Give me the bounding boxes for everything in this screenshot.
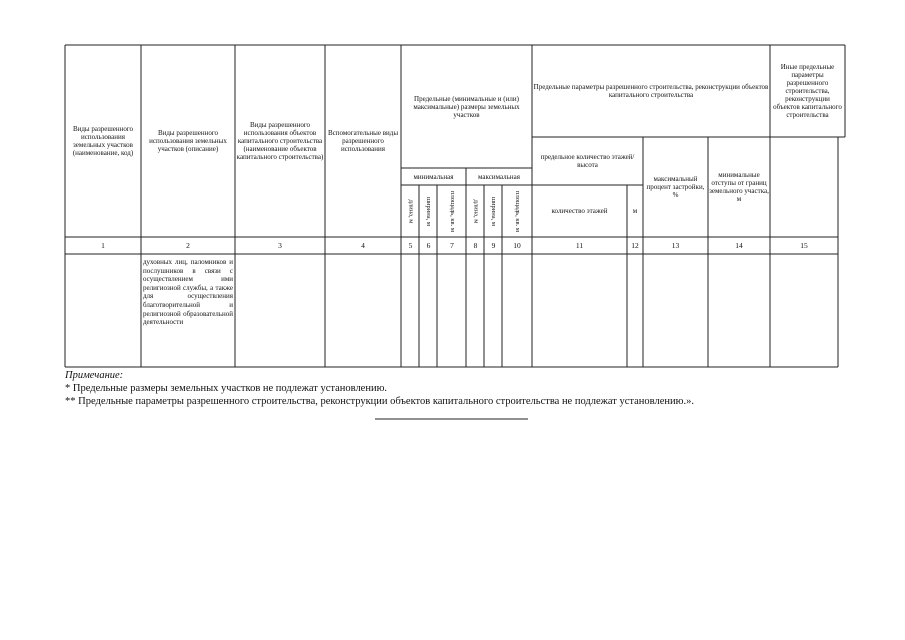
header-max-percent: максимальный процент застройки, % (646, 175, 705, 199)
col-number: 15 (800, 240, 808, 250)
col-number: 5 (408, 240, 413, 250)
header-floors-height: предельное количество этажей/высота (540, 153, 635, 169)
header-min-width: ширина, м (425, 196, 433, 226)
header-auxiliary-use: Вспомогательные виды разрешенного использования (327, 129, 399, 153)
col-number: 8 (473, 240, 478, 250)
header-min-setback: минимальные отступы от границ земельного участка, м (709, 171, 769, 203)
col-number: 10 (513, 240, 521, 250)
header-max-area: площадь, кв. м (513, 190, 521, 232)
col-number: 11 (575, 240, 584, 250)
header-meters: м (632, 207, 638, 215)
col-number: 1 (101, 240, 105, 250)
header-construction-limits: Предельные параметры разрешенного строительства, реконструкции объектов капитального строительства (533, 83, 769, 99)
header-min-area: площадь, кв. м (448, 190, 456, 232)
col-number: 7 (450, 240, 454, 250)
header-max-length: длина, м (472, 199, 480, 223)
notes-block (65, 369, 885, 408)
col-number: 9 (491, 240, 496, 250)
col-number: 3 (278, 240, 282, 250)
col-number: 13 (671, 240, 680, 250)
header-minimal: минимальная (413, 172, 454, 181)
header-land-use-code: Виды разрешенного использования земельных участков (наименование, код) (72, 125, 134, 157)
col-number: 4 (361, 240, 365, 250)
header-floors-count: количество этажей (551, 207, 608, 215)
note-line-2: ** Предельные параметры разрешенного строительства, реконструкции объектов капитального строительства не подлежат установлению.». (65, 396, 694, 407)
header-other-params: Иные предельные параметры разрешенного строительства, реконструкции объектов капитального строительства (773, 63, 842, 119)
col-number: 2 (186, 240, 190, 250)
header-plot-size-limits: Предельные (минимальные и (или) максимальные) размеры земельных участков (413, 94, 520, 119)
notes-title: Примечание: (65, 370, 124, 381)
col-number: 14 (735, 240, 743, 250)
header-land-use-description: Виды разрешенного использования земельных участков (описание) (149, 129, 227, 153)
row-description-cell: духовных лиц, паломников и послушников в связи с осуществлением ими религиозной службы, а также для осуществления благотворительной и религиозной образовательной деятельности (143, 258, 233, 327)
note-line-1: * Предельные размеры земельных участков не подлежат установлению. (65, 383, 388, 394)
col-number: 12 (631, 240, 639, 250)
header-capital-construction-use: Виды разрешенного использования объектов капитального строительства (наименование объектов капитального строительства) (236, 121, 324, 161)
header-maximal: максимальная (478, 172, 520, 181)
header-max-width: ширина, м (490, 196, 498, 226)
header-min-length: длина, м (407, 199, 415, 223)
col-number: 6 (426, 240, 431, 250)
